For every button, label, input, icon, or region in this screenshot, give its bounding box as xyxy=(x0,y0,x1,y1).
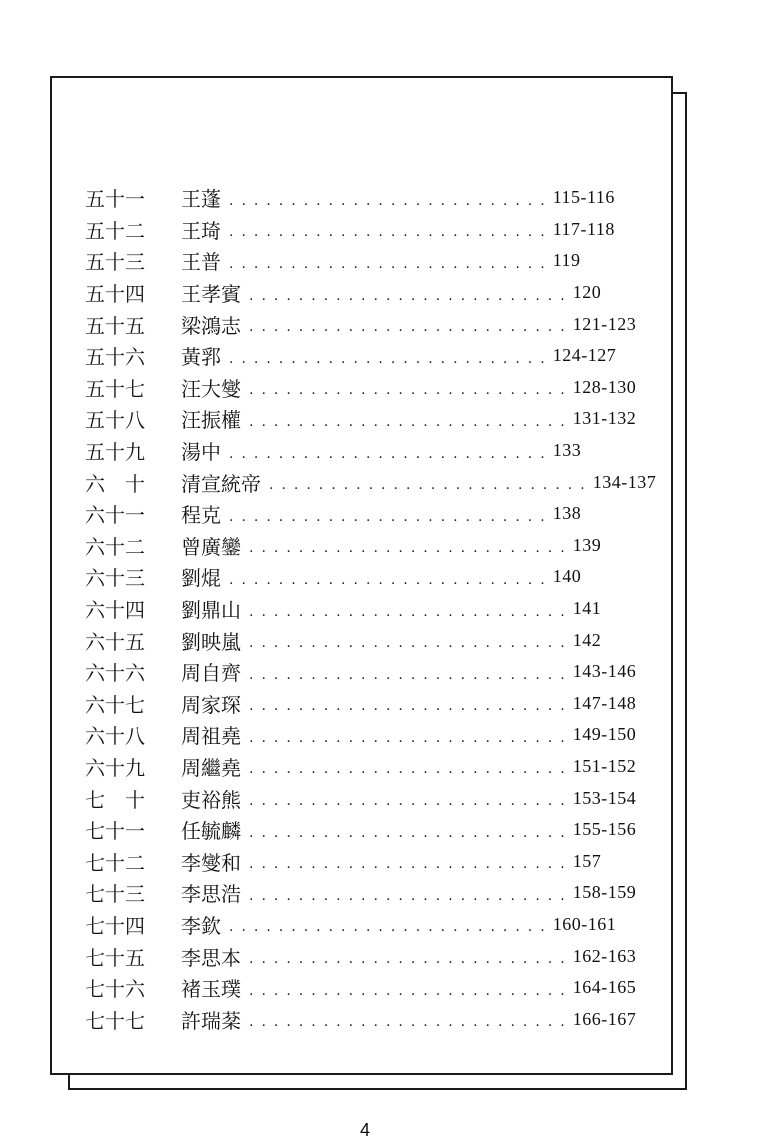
entry-number: 七十四 xyxy=(85,913,145,938)
entry-name: 李思浩 xyxy=(181,882,241,907)
dot-leader: .......................... xyxy=(249,761,573,778)
dot-leader: .......................... xyxy=(249,729,573,746)
entry-number: 六十七 xyxy=(85,692,145,717)
entry-pages: 141 xyxy=(572,598,602,619)
toc-entry xyxy=(85,940,637,972)
entry-pages: 166-167 xyxy=(572,1008,637,1029)
entry-name: 周自齊 xyxy=(181,661,241,686)
entry-number: 七十一 xyxy=(85,819,145,844)
entry-pages: 149-150 xyxy=(572,724,637,745)
toc-entry xyxy=(85,719,637,751)
entry-name: 周家琛 xyxy=(181,692,241,717)
dot-leader: .......................... xyxy=(249,793,573,810)
entry-pages: 147-148 xyxy=(572,692,637,713)
toc-entry xyxy=(85,688,637,720)
entry-name: 許瑞棻 xyxy=(181,1008,241,1033)
entry-name: 王琦 xyxy=(181,218,221,243)
entry-name: 劉映嵐 xyxy=(181,629,241,654)
dot-leader: .......................... xyxy=(229,919,553,936)
entry-pages: 142 xyxy=(572,629,602,650)
entry-number: 五十二 xyxy=(85,218,145,243)
entry-pages: 157 xyxy=(572,850,602,871)
entry-pages: 131-132 xyxy=(572,408,637,429)
dot-leader: .......................... xyxy=(249,540,573,557)
entry-number: 六十三 xyxy=(85,566,145,591)
toc-entry xyxy=(85,530,630,562)
entry-number: 六十一 xyxy=(85,503,145,528)
entry-number: 七 十 xyxy=(85,787,145,812)
entry-number: 七十七 xyxy=(85,1008,145,1033)
entry-pages: 155-156 xyxy=(572,819,637,840)
toc-entry xyxy=(85,624,630,656)
entry-name: 褚玉璞 xyxy=(181,977,241,1002)
toc-entry xyxy=(85,751,637,783)
dot-leader: .......................... xyxy=(249,666,573,683)
dot-leader: .......................... xyxy=(249,982,573,999)
toc-entry xyxy=(85,308,637,340)
entry-pages: 133 xyxy=(552,440,582,461)
dot-leader: .......................... xyxy=(249,887,573,904)
toc-entry xyxy=(85,340,630,372)
dot-leader: .......................... xyxy=(229,445,553,462)
entry-pages: 162-163 xyxy=(572,945,637,966)
toc-entry xyxy=(85,214,630,246)
entry-number: 五十七 xyxy=(85,376,145,401)
toc-entry xyxy=(85,972,637,1004)
entry-number: 六十九 xyxy=(85,755,145,780)
entry-pages: 153-154 xyxy=(572,787,637,808)
toc-entry xyxy=(85,845,630,877)
toc-entry xyxy=(85,656,637,688)
entry-name: 程克 xyxy=(181,503,221,528)
toc-entry xyxy=(85,909,630,941)
entry-name: 黃郛 xyxy=(181,345,221,370)
entry-number: 六 十 xyxy=(85,471,145,496)
toc-entry xyxy=(85,877,637,909)
entry-pages: 128-130 xyxy=(572,376,637,397)
dot-leader: .......................... xyxy=(229,571,553,588)
toc-entry xyxy=(85,435,630,467)
entry-name: 王孝賓 xyxy=(181,282,241,307)
page-number: 4 xyxy=(359,1120,370,1140)
entry-name: 李燮和 xyxy=(181,850,241,875)
toc-entry xyxy=(85,593,630,625)
dot-leader: .......................... xyxy=(249,635,573,652)
entry-name: 劉焜 xyxy=(181,566,221,591)
entry-number: 七十五 xyxy=(85,945,145,970)
toc-entry xyxy=(85,372,637,404)
entry-pages: 160-161 xyxy=(552,913,617,934)
entry-name: 周繼堯 xyxy=(181,755,241,780)
entry-number: 六十四 xyxy=(85,598,145,623)
dot-leader: .......................... xyxy=(249,856,573,873)
dot-leader: .......................... xyxy=(249,287,573,304)
entry-pages: 119 xyxy=(552,250,581,271)
entry-name: 任毓麟 xyxy=(181,819,241,844)
entry-pages: 134-137 xyxy=(592,471,657,492)
dot-leader: .......................... xyxy=(249,319,573,336)
entry-number: 五十三 xyxy=(85,250,145,275)
toc-entry xyxy=(85,814,637,846)
dot-leader: .......................... xyxy=(249,413,573,430)
entry-name: 汪大燮 xyxy=(181,376,241,401)
toc-entry xyxy=(85,1003,637,1035)
entry-number: 五十四 xyxy=(85,282,145,307)
dot-leader: .......................... xyxy=(249,1014,573,1031)
dot-leader: .......................... xyxy=(249,382,573,399)
toc-entry xyxy=(85,245,630,277)
dot-leader: .......................... xyxy=(249,951,573,968)
entry-pages: 151-152 xyxy=(572,755,637,776)
entry-name: 李欽 xyxy=(181,913,221,938)
entry-pages: 120 xyxy=(572,282,602,303)
entry-name: 王蓬 xyxy=(181,187,221,212)
entry-name: 王普 xyxy=(181,250,221,275)
entry-number: 七十三 xyxy=(85,882,145,907)
entry-pages: 158-159 xyxy=(572,882,637,903)
dot-leader: .......................... xyxy=(249,698,573,715)
entry-number: 七十六 xyxy=(85,977,145,1002)
entry-number: 六十六 xyxy=(85,661,145,686)
entry-pages: 117-118 xyxy=(552,218,615,239)
entry-pages: 164-165 xyxy=(572,977,637,998)
entry-number: 五十六 xyxy=(85,345,145,370)
entry-pages: 143-146 xyxy=(572,661,637,682)
entry-name: 周祖堯 xyxy=(181,724,241,749)
dot-leader: .......................... xyxy=(229,508,553,525)
toc-entry xyxy=(85,498,630,530)
toc-entry xyxy=(85,466,657,498)
toc-entry xyxy=(85,277,630,309)
entry-pages: 138 xyxy=(552,503,582,524)
entry-pages: 115-116 xyxy=(552,187,615,208)
dot-leader: .......................... xyxy=(229,350,553,367)
entry-name: 清宣統帝 xyxy=(181,471,261,496)
toc-entry xyxy=(85,403,637,435)
entry-number: 六十二 xyxy=(85,534,145,559)
toc-entry xyxy=(85,182,630,214)
toc-entry xyxy=(85,782,637,814)
dot-leader: .......................... xyxy=(249,824,573,841)
entry-number: 五十八 xyxy=(85,408,145,433)
dot-leader: .......................... xyxy=(229,255,553,272)
entry-number: 五十九 xyxy=(85,440,145,465)
entry-name: 吏裕熊 xyxy=(181,787,241,812)
dot-leader: .......................... xyxy=(229,224,553,241)
dot-leader: .......................... xyxy=(229,192,553,209)
entry-pages: 121-123 xyxy=(572,313,637,334)
entry-name: 湯中 xyxy=(181,440,221,465)
entry-name: 曾廣鑾 xyxy=(181,534,241,559)
entry-number: 六十八 xyxy=(85,724,145,749)
entry-number: 六十五 xyxy=(85,629,145,654)
table-of-contents xyxy=(85,182,657,1035)
entry-name: 李思本 xyxy=(181,945,241,970)
dot-leader: .......................... xyxy=(249,603,573,620)
entry-name: 汪振權 xyxy=(181,408,241,433)
entry-number: 五十一 xyxy=(85,187,145,212)
entry-pages: 140 xyxy=(552,566,582,587)
entry-pages: 139 xyxy=(572,534,602,555)
toc-entry xyxy=(85,561,630,593)
entry-name: 劉鼎山 xyxy=(181,598,241,623)
entry-number: 七十二 xyxy=(85,850,145,875)
dot-leader: .......................... xyxy=(269,477,593,494)
entry-number: 五十五 xyxy=(85,313,145,338)
entry-pages: 124-127 xyxy=(552,345,617,366)
entry-name: 梁鴻志 xyxy=(181,313,241,338)
